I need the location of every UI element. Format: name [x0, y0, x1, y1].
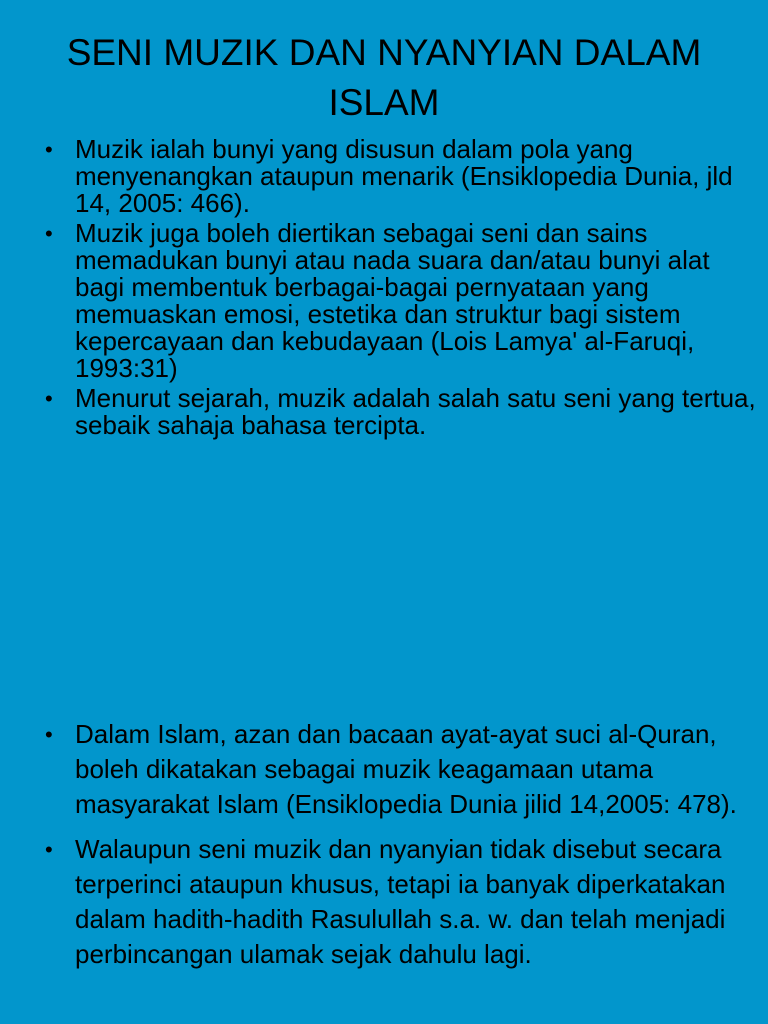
bullet-text: Muzik juga boleh diertikan sebagai seni dan sains memadukan bunyi atau nada suara dan/atau bunyi alat bagi membentuk berbagai-bagai pernyataan yang memuaskan emosi, estetika dan struktur bagi sistem kepercayaan dan kebudayaan (Lois Lamya' al-Faruqi, 1993:31) — [75, 218, 710, 383]
bullet-text: Menurut sejarah, muzik adalah salah satu seni yang tertua, sebaik sahaja bahasa tercipta. — [75, 383, 756, 440]
bullet-dot-icon: • — [45, 221, 53, 246]
bullet-item — [45, 832, 757, 972]
bullet-dot-icon: • — [45, 837, 53, 862]
bullet-item — [45, 136, 757, 217]
slide-title: SENI MUZIK DAN NYANYIAN DALAM ISLAM — [66, 32, 702, 123]
bullet-list-top — [45, 136, 757, 442]
bullet-dot-icon: • — [45, 386, 53, 411]
bullet-text: Walaupun seni muzik dan nyanyian tidak disebut secara terperinci ataupun khusus, tetapi ia banyak diperkatakan dalam hadith-hadith Rasulullah s.a. w. dan telah menjadi perbincangan ulamak sejak dahulu lagi. — [75, 834, 726, 969]
bullet-dot-icon: • — [45, 722, 53, 747]
bullet-item — [45, 385, 757, 439]
bullet-list-bottom — [45, 717, 757, 982]
bullet-text: Muzik ialah bunyi yang disusun dalam pola yang menyenangkan ataupun menarik (Ensiklopedia Dunia, jld 14, 2005: 466). — [75, 134, 733, 218]
bullet-item — [45, 717, 757, 822]
bullet-dot-icon: • — [45, 137, 53, 162]
bullet-text: Dalam Islam, azan dan bacaan ayat-ayat suci al-Quran, boleh dikatakan sebagai muzik keagamaan utama masyarakat Islam (Ensiklopedia Dunia jilid 14,2005: 478). — [75, 719, 737, 819]
bullet-item — [45, 220, 757, 382]
